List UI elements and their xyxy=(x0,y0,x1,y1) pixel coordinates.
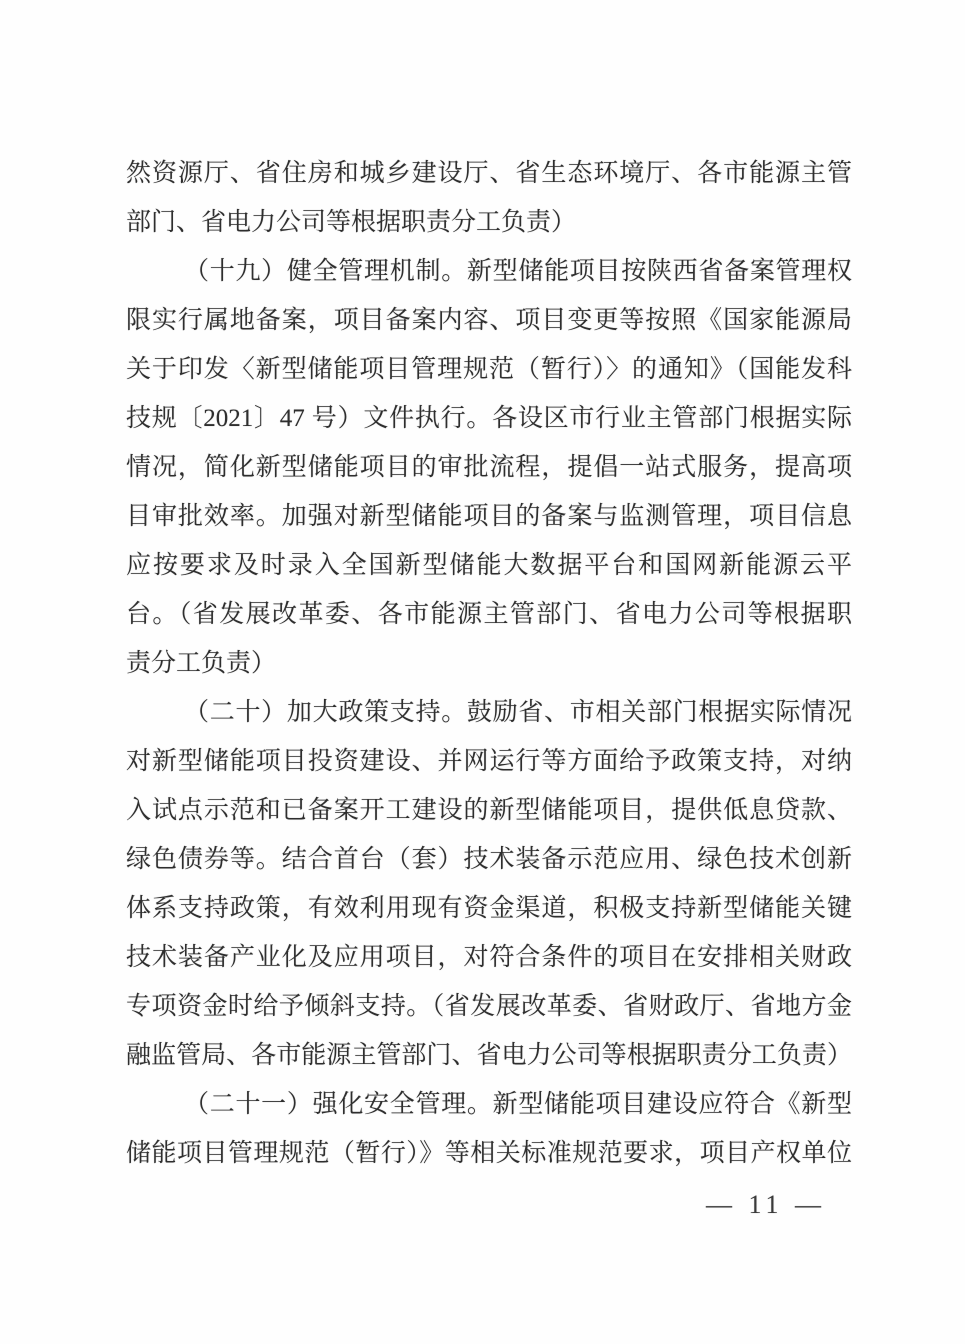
text-line: 对新型储能项目投资建设、并网运行等方面给予政策支持，对纳 xyxy=(126,748,852,775)
page-number: — 11 — xyxy=(705,1190,826,1219)
text-line: 绿色债券等。结合首台（套）技术装备示范应用、绿色技术创新 xyxy=(126,846,852,873)
text-line: （二十一）强化安全管理。新型储能项目建设应符合《新型 xyxy=(184,1091,852,1118)
text-line: 融监管局、各市能源主管部门、省电力公司等根据职责分工负责） xyxy=(126,1042,852,1069)
text-line: 应按要求及时录入全国新型储能大数据平台和国网新能源云平 xyxy=(126,552,852,579)
text-line: 技术装备产业化及应用项目，对符合条件的项目在安排相关财政 xyxy=(126,944,852,971)
text-line: 入试点示范和已备案开工建设的新型储能项目，提供低息贷款、 xyxy=(126,797,852,824)
text-line: （二十）加大政策支持。鼓励省、市相关部门根据实际情况 xyxy=(184,699,852,726)
text-line: 体系支持政策，有效利用现有资金渠道，积极支持新型储能关键 xyxy=(126,895,852,922)
text-line: （十九）健全管理机制。新型储能项目按陕西省备案管理权 xyxy=(184,258,852,285)
text-line: 情况，简化新型储能项目的审批流程，提倡一站式服务，提高项 xyxy=(126,454,852,481)
text-line: 技规〔2021〕47 号）文件执行。各设区市行业主管部门根据实际 xyxy=(126,405,852,432)
text-line: 储能项目管理规范（暂行）》等相关标准规范要求，项目产权单位 xyxy=(126,1140,852,1167)
text-line: 关于印发〈新型储能项目管理规范（暂行）〉的通知》（国能发科 xyxy=(126,356,852,383)
text-line: 限实行属地备案，项目备案内容、项目变更等按照《国家能源局 xyxy=(126,307,852,334)
text-line: 然资源厅、省住房和城乡建设厅、省生态环境厅、各市能源主管 xyxy=(126,160,852,187)
text-line: 专项资金时给予倾斜支持。（省发展改革委、省财政厅、省地方金 xyxy=(126,993,852,1020)
text-line: 部门、省电力公司等根据职责分工负责） xyxy=(126,209,577,236)
body-text xyxy=(126,149,852,1178)
text-line: 责分工负责） xyxy=(126,650,277,677)
text-line: 目审批效率。加强对新型储能项目的备案与监测管理，项目信息 xyxy=(126,503,852,530)
text-line: 台。（省发展改革委、各市能源主管部门、省电力公司等根据职 xyxy=(126,601,852,628)
